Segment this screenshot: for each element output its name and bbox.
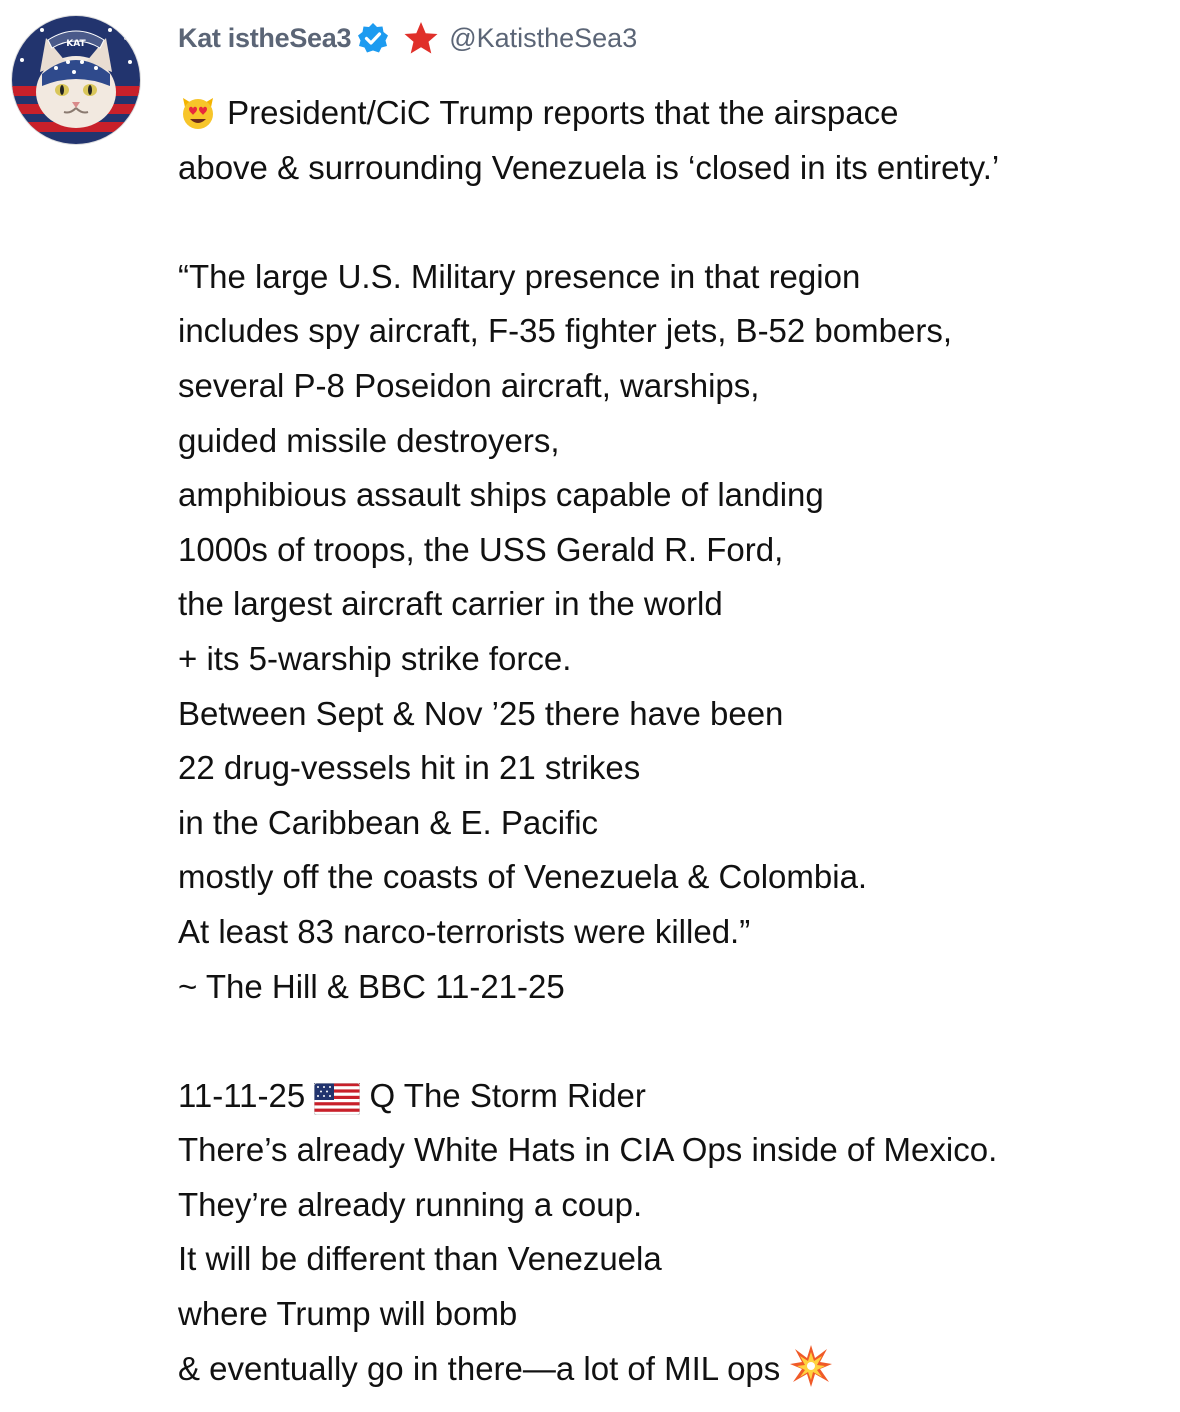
svg-text:KAT: KAT xyxy=(66,39,86,49)
post-line: above & surrounding Venezuela is ‘closed in its entirety.’ xyxy=(178,148,1000,186)
red-star-icon xyxy=(403,20,439,56)
post-body xyxy=(178,86,1168,1396)
post-line: ~ The Hill & BBC 11-21-25 xyxy=(178,967,565,1005)
post-line xyxy=(178,1342,1168,1397)
post-line: “The large U.S. Military presence in that region xyxy=(178,257,861,295)
post-text: & eventually go in there—a lot of MIL ops xyxy=(178,1349,781,1387)
spacer xyxy=(178,195,1168,250)
post-line: 22 drug-vessels hit in 21 strikes xyxy=(178,749,641,787)
post-line: + its 5-warship strike force. xyxy=(178,639,572,677)
handle[interactable]: @KatistheSea3 xyxy=(449,22,638,53)
post-line: mostly off the coasts of Venezuela & Colombia. xyxy=(178,858,868,896)
post-text: 11-11-25 xyxy=(178,1076,306,1114)
post-line: They’re already running a coup. xyxy=(178,1185,643,1223)
post-line: At least 83 narco-terrorists were killed.” xyxy=(178,912,751,950)
post-line xyxy=(178,86,1168,141)
post-line: It will be different than Venezuela xyxy=(178,1240,662,1278)
post-line xyxy=(178,1069,1168,1124)
patriotic-cat-avatar-icon xyxy=(12,16,140,144)
display-name[interactable]: Kat istheSea3 xyxy=(178,22,352,53)
avatar[interactable] xyxy=(11,15,141,145)
post-text: President/CiC Trump reports that the airspace xyxy=(227,94,899,131)
post-line: Between Sept & Nov ’25 there have been xyxy=(178,694,784,732)
post-header xyxy=(178,18,637,58)
post-line: amphibious assault ships capable of landing xyxy=(178,476,824,514)
post-line: in the Caribbean & E. Pacific xyxy=(178,803,599,841)
post-line: includes spy aircraft, F-35 fighter jets, B-52 bombers, xyxy=(178,312,952,350)
post-line: several P-8 Poseidon aircraft, warships, xyxy=(178,366,760,404)
post-line: where Trump will bomb xyxy=(178,1295,518,1333)
verified-badge-icon xyxy=(357,22,389,54)
post-line: guided missile destroyers, xyxy=(178,421,560,459)
post-line: There’s already White Hats in CIA Ops inside of Mexico. xyxy=(178,1131,998,1169)
collision-emoji-icon xyxy=(789,1344,833,1405)
post-line: the largest aircraft carrier in the world xyxy=(178,585,723,623)
spacer xyxy=(178,1014,1168,1069)
post-text: Q The Storm Rider xyxy=(369,1076,646,1114)
post-line: 1000s of troops, the USS Gerald R. Ford, xyxy=(178,530,784,568)
